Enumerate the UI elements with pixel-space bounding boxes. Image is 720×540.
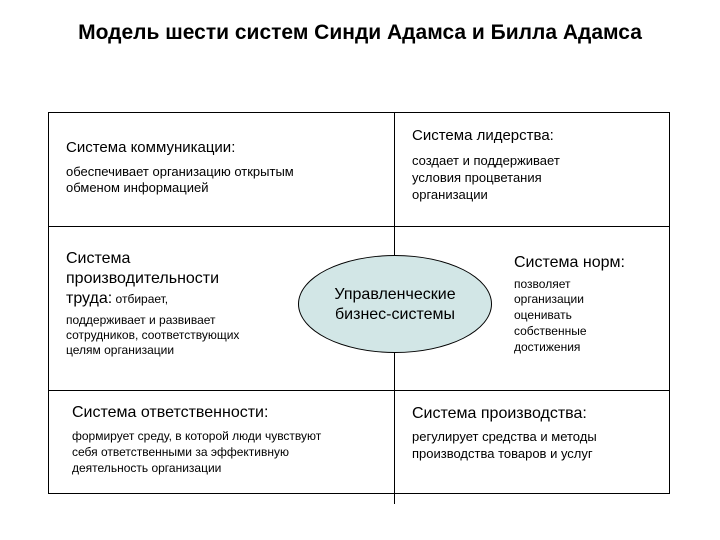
responsibility-text-3: деятельность организации: [72, 461, 222, 475]
productivity-heading-2: производительности: [66, 270, 220, 287]
productivity-text-2: сотрудников, соответствующих: [66, 328, 240, 342]
norms-text-4: собственные: [514, 324, 587, 338]
norms-text-5: достижения: [514, 340, 581, 354]
productivity-heading-1: Система: [66, 250, 131, 267]
horizontal-divider-bottom: [48, 390, 670, 391]
center-label-line-1: Управленческие: [334, 286, 456, 303]
production-text-2: производства товаров и услуг: [412, 446, 593, 461]
norms-heading: Система норм:: [514, 254, 625, 271]
production-text-1: регулирует средства и методы: [412, 429, 597, 444]
productivity-text-1: поддерживает и развивает: [66, 313, 216, 327]
production-heading: Система производства:: [412, 405, 587, 422]
productivity-heading-line3: [66, 289, 168, 309]
norms-text-3: оценивать: [514, 308, 572, 322]
norms-text-1: позволяет: [514, 277, 571, 291]
responsibility-heading: Система ответственности:: [72, 404, 269, 421]
center-label-line-2: бизнес-системы: [335, 306, 455, 323]
productivity-text-3: целям организации: [66, 343, 175, 357]
productivity-heading-3: труда:: [66, 290, 113, 307]
center-label: [298, 285, 492, 325]
productivity-inline: отбирает,: [112, 292, 169, 306]
responsibility-text-2: себя ответственными за эффективную: [72, 445, 289, 459]
norms-text-2: организации: [514, 292, 584, 306]
communication-text-1: обеспечивает организацию открытым: [66, 164, 294, 179]
horizontal-divider-top: [48, 226, 670, 227]
leadership-text-2: условия процветания: [412, 170, 542, 185]
responsibility-text-1: формирует среду, в которой люди чувствуют: [72, 429, 322, 443]
leadership-heading: Система лидерства:: [412, 127, 554, 144]
page-title: Модель шести систем Синди Адамса и Билла Адамса: [78, 21, 642, 44]
communication-heading: Система коммуникации:: [66, 139, 236, 156]
communication-text-2: обменом информацией: [66, 180, 209, 195]
leadership-text-3: организации: [412, 187, 488, 202]
leadership-text-1: создает и поддерживает: [412, 153, 560, 168]
